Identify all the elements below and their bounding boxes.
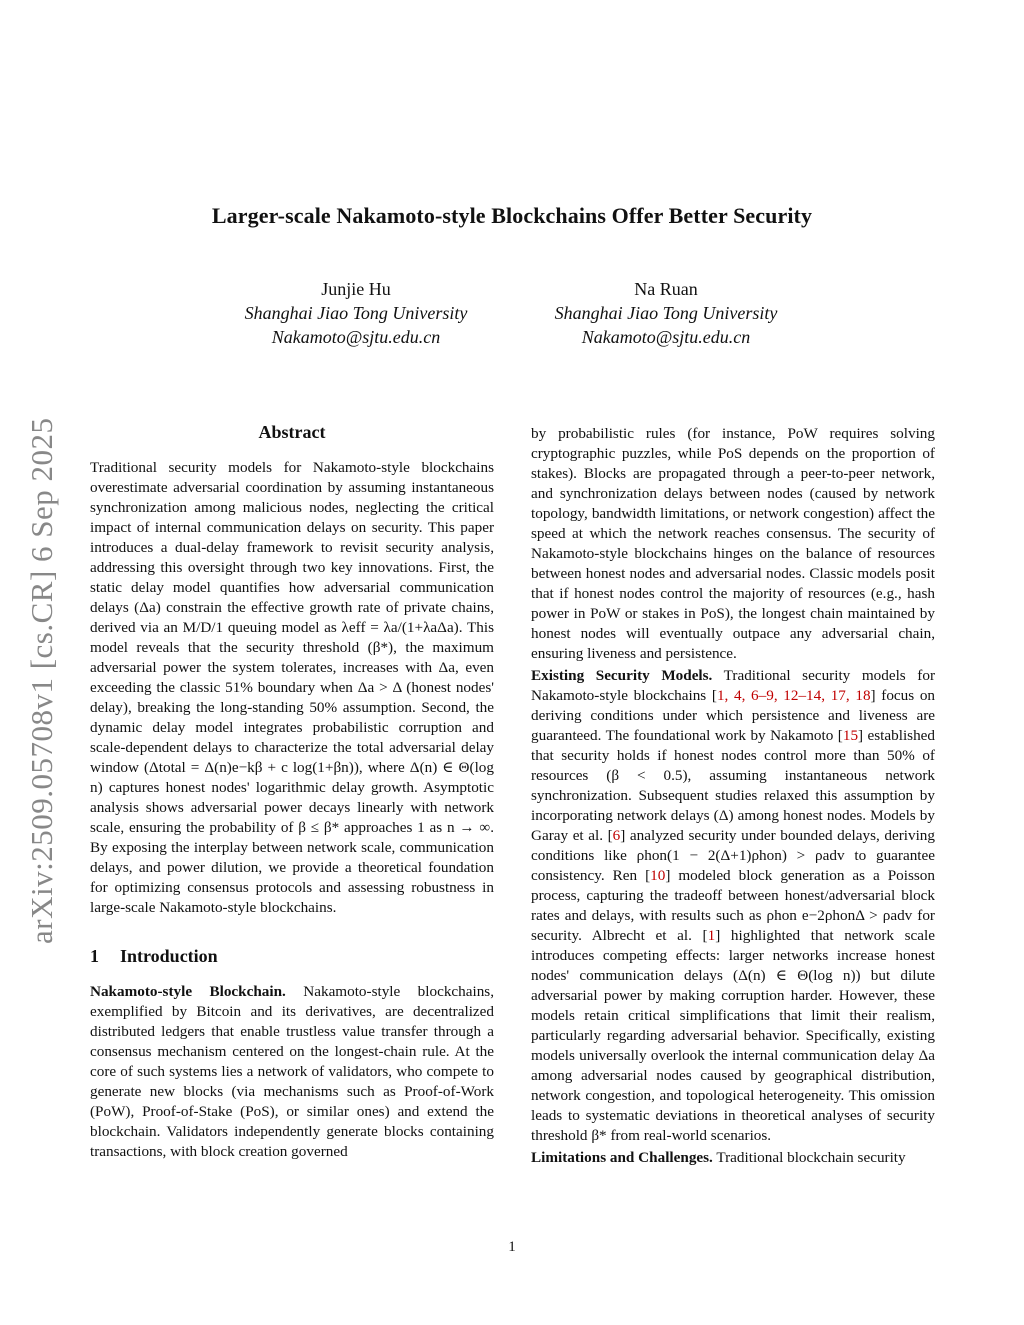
paragraph-heading: Existing Security Models.: [531, 667, 713, 684]
citation-link[interactable]: 10: [650, 867, 666, 884]
paragraph-text: ] focus on deriving conditions under which persistence and liveness are guaranteed. The foundational work by Nakamoto [: [531, 687, 936, 744]
paragraph-text: ] established that security holds if honest nodes control more than 50% of resources (β < 0.5), assuming instantaneous network synchronization. Subsequent studies relaxed this assumption by incorporating network delays (Δ) among honest nodes. Models by Garay et al. [: [531, 727, 936, 844]
arxiv-identifier: arXiv:2509.05708v1 [cs.CR] 6 Sep 2025: [24, 417, 59, 944]
section-title: Introduction: [120, 946, 218, 966]
author-email: Nakamoto@sjtu.edu.cn: [271, 327, 441, 347]
paragraph-text: Nakamoto-style blockchains, exemplified by Bitcoin and its derivatives, are decentralized distributed ledgers that enable trustless value transfer through a consensus mechanism centered on the longest-chain rule. At the core of such systems lies a network of validators, who compete to generate new blocks (via mechanisms such as Proof-of-Work (PoW), Proof-of-Stake (PoS), or similar ones) and extend the blockchain. Validators independently generate blocks containing transactions, with block creation governed: [90, 983, 495, 1160]
section-number: 1: [90, 946, 99, 966]
paragraph-text: Traditional blockchain security: [712, 1149, 906, 1166]
abstract-text: Traditional security models for Nakamoto-style blockchains overestimate adversarial coordination by assuming instantaneous synchronization among malicious nodes, neglecting the critical impact of internal communication delays on security. This paper introduces a dual-delay framework to revisit security analysis, addressing this oversight through two key innovations. First, the static delay model quantifies how adversarial communication delays (Δa) constrain the effective growth rate of private chains, derived via an M/D/1 queuing model as λeff = λa/(1+λaΔa). This model reveals that the security threshold (β*), the maximum adversarial power the system tolerates, increases with Δa, even exceeding the classic 51% boundary when Δa > Δ (honest nodes' delay), breaking the long-standing 50% assumption. Second, the dynamic delay model integrates probabilistic corruption and scale-dependent delays to characterize the total adversarial delay window (Δtotal = Δ(n)e−kβ + c log(1+βn)), where Δ(n) ∈ Θ(log n) captures honest nodes' logarithmic delay growth. Asymptotic analysis shows adversarial power decays linearly with network scale, ensuring the probability of β ≤ β* approaches 1 as n → ∞. By exposing the interplay between network scale, communication delays, and power dilution, we provide a theoretical foundation for optimizing consensus protocols and assessing robustness in large-scale Nakamoto-style blockchains.: [90, 459, 494, 916]
abstract-heading: Abstract: [258, 422, 326, 442]
intro-paragraph: [90, 982, 494, 1162]
section-heading-introduction: [90, 944, 494, 968]
continued-paragraph: by probabilistic rules (for instance, PoW requires solving cryptographic puzzles, while PoS depends on the proportion of stakes). Blocks are propagated through a peer-to-peer network, and synchronization delays between nodes (caused by network topology, bandwidth limitations, or network congestion) affect the speed at which the network reaches consensus. The security of Nakamoto-style blockchains hinges on the balance of resources between honest nodes and adversarial nodes. Classic models posit that if honest nodes control the majority of resources (e.g., hash power in PoW or stakes in PoS), the longest chain maintained by honest nodes will eventually outpace any adversarial chain, ensuring liveness and persistence.: [531, 425, 935, 662]
author-block-2: [516, 277, 816, 349]
citation-link[interactable]: 15: [842, 727, 859, 744]
author-name: Junjie Hu: [321, 279, 391, 299]
author-affiliation: Shanghai Jiao Tong University: [244, 303, 468, 323]
author-email: Nakamoto@sjtu.edu.cn: [581, 327, 751, 347]
paragraph-text: ] highlighted that network scale introduces competing effects: larger networks increase honest nodes' communication delays (Δ(n) ∈ Θ(log n)) but dilute adversarial power by making corruption harder. However, these models retain critical simplifications that limit their realism, particularly regarding adversarial behavior. Specifically, existing models universally overlook the internal communication delay Δa among adversarial nodes caused by geographical distribution, network congestion, and topological heterogeneity. This omission leads to systematic deviations in theoretical analyses of security threshold β* from real-world scenarios.: [531, 927, 935, 1144]
author-affiliation: Shanghai Jiao Tong University: [554, 303, 778, 323]
page-number: 1: [508, 1239, 516, 1255]
paragraph-text: ] modeled block generation as a Poisson process, capturing the tradeoff between honest/adversarial block rates and delays, with results such as ρhon e−2ρhonΔ > ρadv for security. Albrecht et al. [: [531, 867, 935, 944]
author-block-1: [206, 277, 506, 349]
author-name: Na Ruan: [634, 279, 698, 299]
left-column: [90, 420, 494, 1162]
citation-link[interactable]: 1, 4, 6–9, 12–14, 17, 18: [716, 687, 871, 704]
existing-models-paragraph: [531, 666, 935, 1146]
paragraph-heading: Limitations and Challenges.: [531, 1149, 713, 1166]
citation-link[interactable]: 1: [707, 927, 716, 944]
paragraph-heading: Nakamoto-style Blockchain.: [90, 983, 286, 1000]
right-column: [531, 424, 935, 1168]
citation-link[interactable]: 6: [612, 827, 621, 844]
paragraph-text: ] analyzed security under bounded delays, deriving conditions like ρhon(1 − 2(Δ+1)ρhon) > ρadv to guarantee consistency. Ren [: [531, 827, 935, 884]
paragraph-text: Traditional security models for Nakamoto-style blockchains [: [531, 667, 935, 704]
paper-title: Larger-scale Nakamoto-style Blockchains Offer Better Security: [211, 203, 813, 228]
limitations-paragraph: [531, 1148, 935, 1168]
